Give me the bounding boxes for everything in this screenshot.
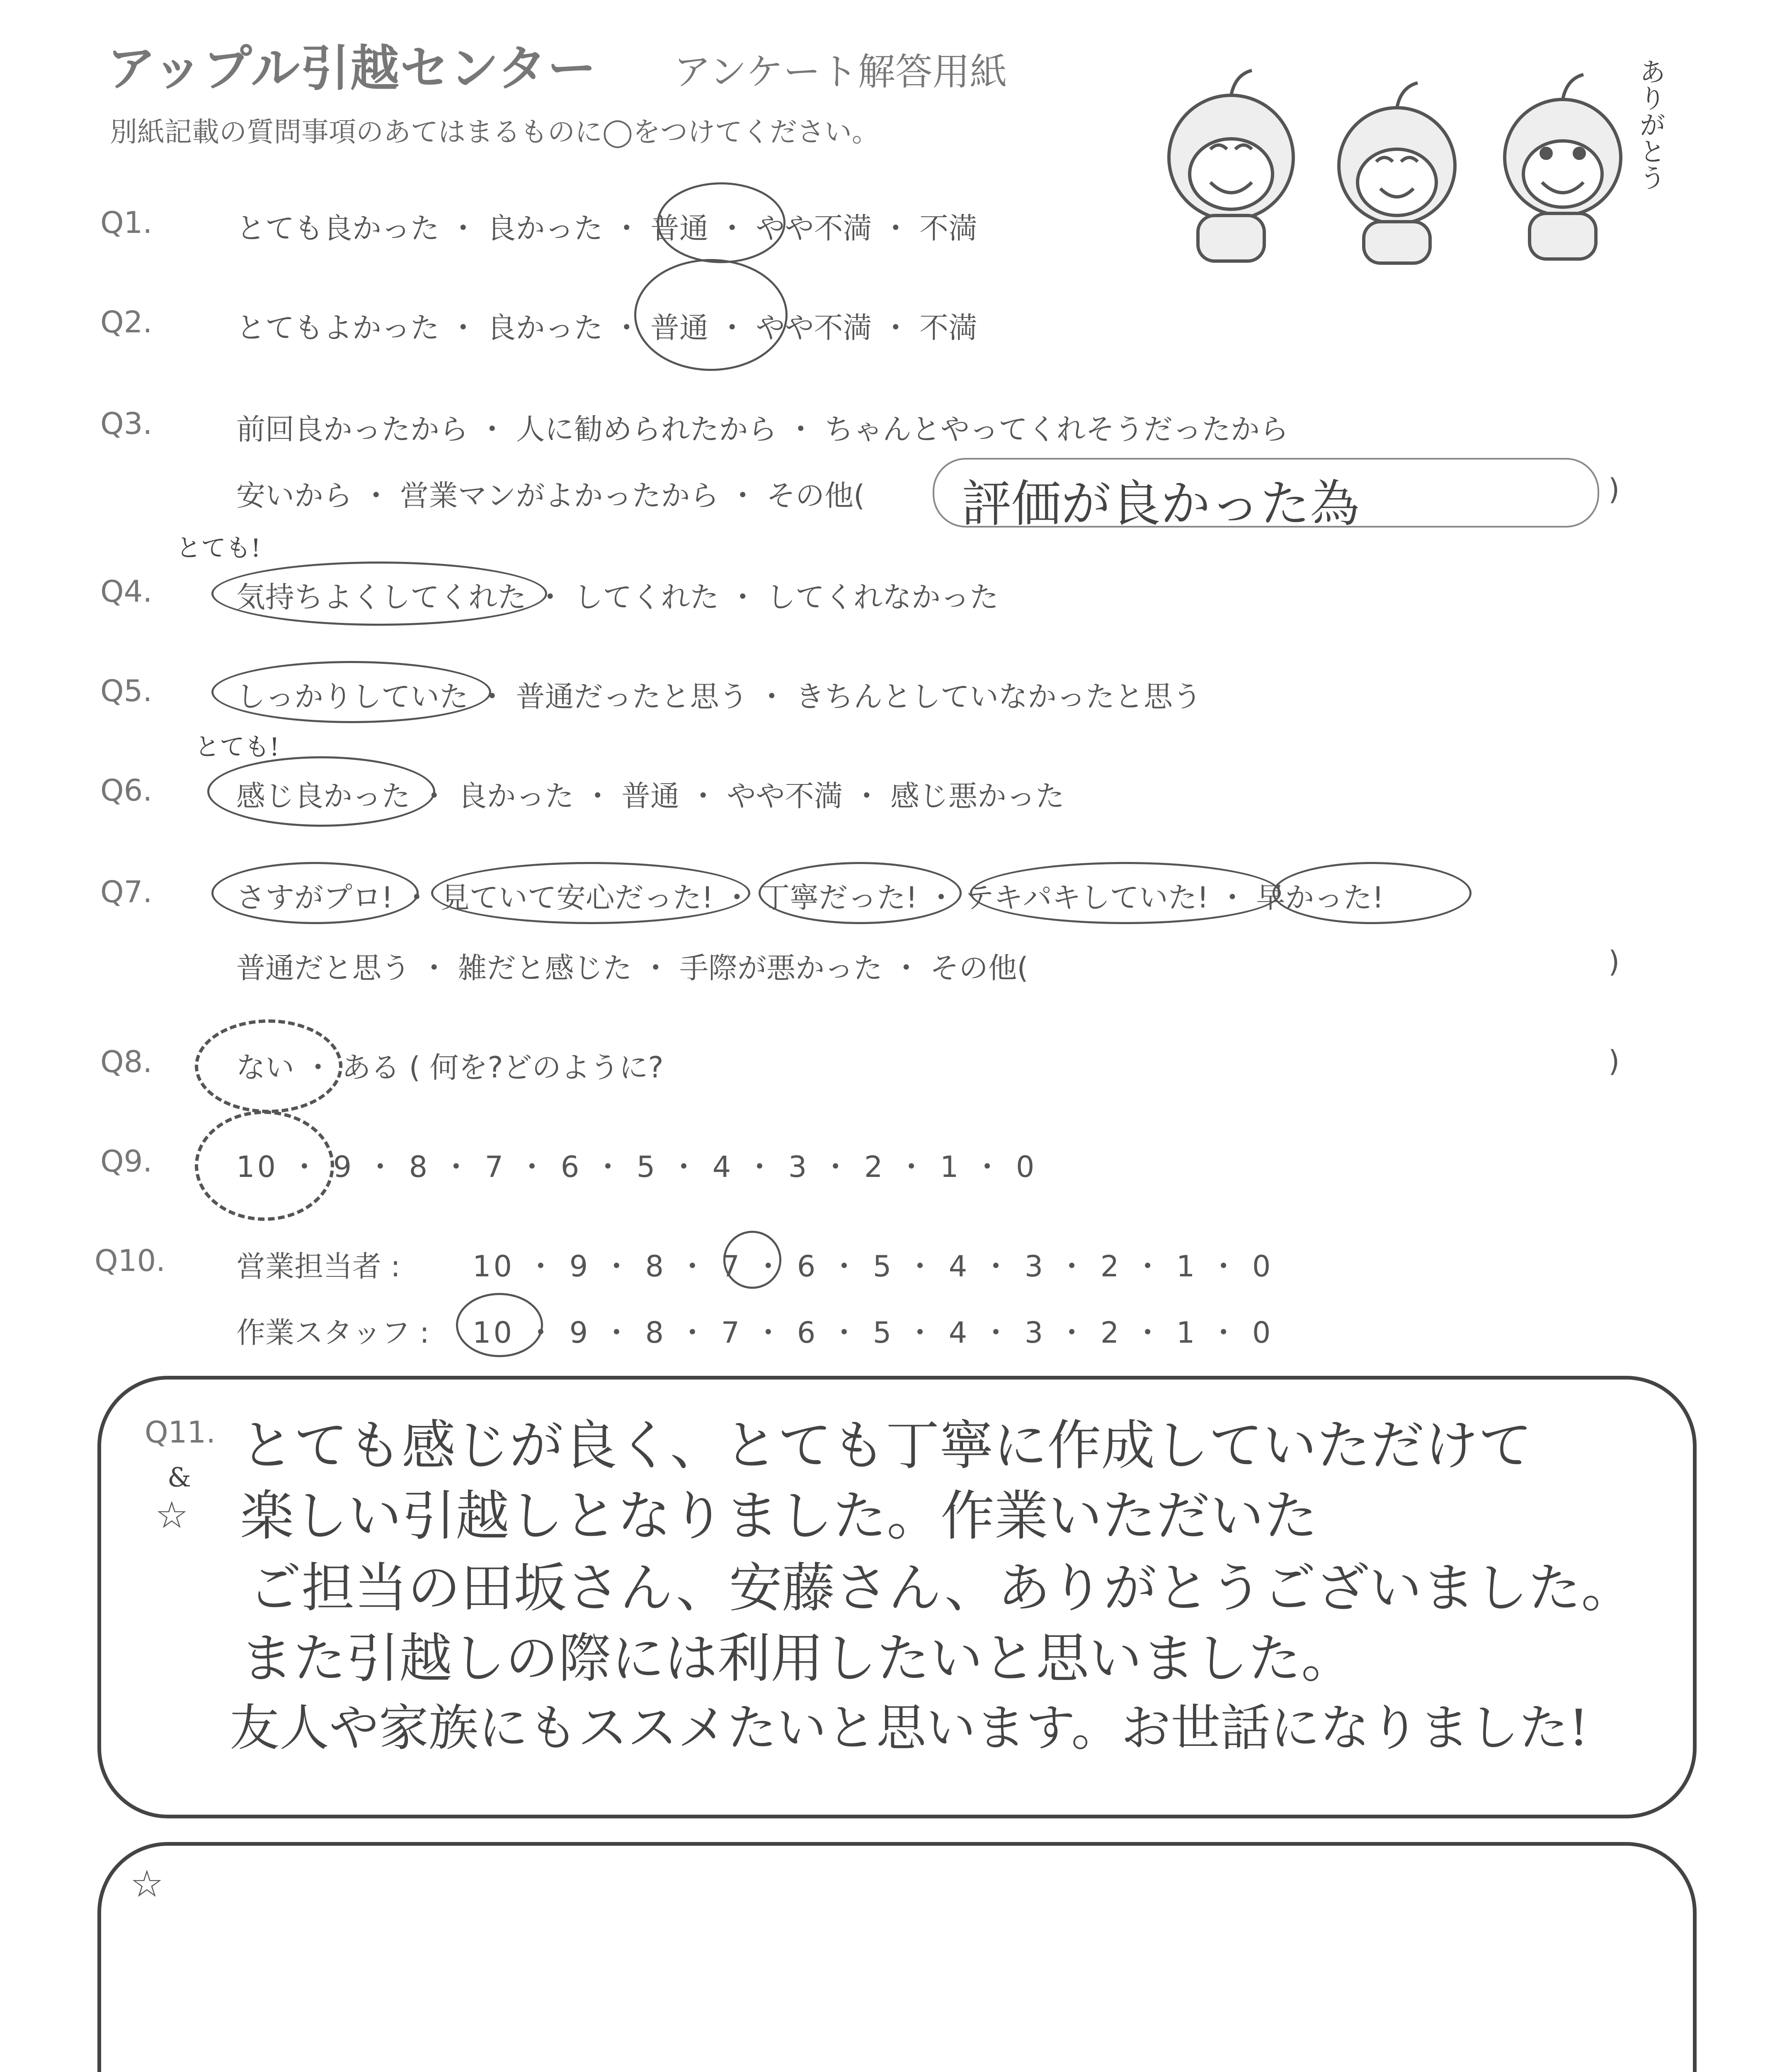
q1-answer-circle — [657, 182, 786, 263]
q5-number: Q5. — [100, 673, 153, 708]
q3-close-paren: ) — [1608, 472, 1620, 506]
q6-number: Q6. — [100, 773, 153, 808]
q3-answer-circle — [933, 458, 1599, 528]
q8-options: ない ・ ある ( 何を?どのように? — [236, 1051, 664, 1084]
q2-answer-circle — [634, 259, 788, 371]
q11-star-icon: ☆ — [155, 1493, 189, 1537]
form-subtitle: アンケート解答用紙 — [674, 50, 1007, 94]
form-title: アップル引越センター — [107, 40, 597, 97]
q7-answer-circle-5 — [1273, 862, 1472, 924]
q3-options-line1: 前回良かったから ・ 人に勧められたから ・ ちゃんとやってくれそうだったから — [236, 412, 1289, 446]
q9-scale: 10 ・ 9 ・ 8 ・ 7 ・ 6 ・ 5 ・ 4 ・ 3 ・ 2 ・ 1 ・ 0 — [236, 1150, 1037, 1184]
q10-sales-scale: 10 ・ 9 ・ 8 ・ 7 ・ 6 ・ 5 ・ 4 ・ 3 ・ 2 ・ 1 ・ 0 — [473, 1249, 1273, 1283]
q8-number: Q8. — [100, 1044, 153, 1079]
q7-close-paren: ) — [1608, 945, 1620, 979]
q10-staff-label: 作業スタッフ : — [236, 1316, 429, 1350]
q5-answer-circle — [211, 661, 491, 723]
q6-note: とても! — [195, 733, 280, 762]
mascot-illustration — [1148, 50, 1687, 265]
q10-staff-scale: 10 ・ 9 ・ 8 ・ 7 ・ 6 ・ 5 ・ 4 ・ 3 ・ 2 ・ 1 ・ 0 — [473, 1316, 1273, 1350]
q3-number: Q3. — [100, 406, 153, 441]
q11-line-1: とても感じが良く、とても丁寧に作成していただけて — [240, 1414, 1532, 1477]
q2-options: とてもよかった ・ 良かった ・ 普通 ・ やや不満 ・ 不満 — [236, 311, 978, 345]
q10-staff-answer-circle — [456, 1293, 543, 1357]
q10-sales-answer-circle — [723, 1231, 781, 1289]
q11-line-3: ご担当の田坂さん、安藤さん、ありがとうございました。 — [248, 1557, 1634, 1619]
q2-number: Q2. — [100, 305, 153, 339]
extra-box-star-icon: ☆ — [130, 1862, 164, 1906]
q5-options: しっかりしていた ・ 普通だったと思う ・ きちんとしていなかったと思う — [236, 680, 1202, 714]
q1-options: とても良かった ・ 良かった ・ 普通 ・ やや不満 ・ 不満 — [236, 211, 978, 245]
q6-answer-circle — [207, 756, 435, 827]
q3-options-line2: 安いから ・ 営業マンがよかったから ・ その他( — [236, 479, 865, 513]
q7-options-line2: 普通だと思う ・ 雑だと感じた ・ 手際が悪かった ・ その他( — [236, 951, 1028, 985]
q1-number: Q1. — [100, 205, 153, 240]
instruction-text: 別紙記載の質問事項のあてはまるものに◯をつけてください。 — [110, 116, 879, 148]
q11-line-5: 友人や家族にもススメたいと思います。お世話になりました! — [230, 1699, 1589, 1757]
q4-note: とても! — [176, 534, 261, 563]
q11-number: Q11. — [145, 1415, 216, 1450]
q4-answer-circle — [211, 562, 547, 626]
q9-answer-circle — [195, 1111, 334, 1221]
q7-options-line1: さすがプロ! ・ 見ていて安心だった! ・ 丁寧だった! ・ テキパキしていた! ・ 早かった! — [236, 881, 1384, 915]
q7-answer-circle-4 — [970, 862, 1281, 924]
q11-line-4: また引越しの際には利用したいと思いました。 — [240, 1628, 1355, 1690]
q10-number: Q10. — [95, 1243, 166, 1278]
q3-other-handwritten: 評価が良かった為 — [962, 475, 1360, 533]
mascot-3 — [1505, 75, 1621, 259]
extra-comment-box — [97, 1842, 1697, 2072]
q7-answer-circle-1 — [211, 862, 419, 924]
q11-comment-box — [97, 1376, 1697, 1818]
q6-options: 感じ良かった ・ 良かった ・ 普通 ・ やや不満 ・ 感じ悪かった — [236, 779, 1065, 813]
q11-line-2: 楽しい引越しとなりました。作業いただいた — [240, 1484, 1318, 1547]
mascot-thanks-text: ありがとう — [1635, 58, 1666, 191]
q4-number: Q4. — [100, 574, 153, 609]
q9-number: Q9. — [100, 1144, 153, 1179]
q7-answer-circle-2 — [431, 862, 750, 924]
q8-close-paren: ) — [1608, 1044, 1620, 1078]
q8-answer-circle — [195, 1019, 342, 1113]
mascot-1 — [1169, 70, 1293, 261]
mascot-2 — [1339, 83, 1455, 263]
q10-sales-label: 営業担当者 : — [236, 1249, 400, 1283]
q7-number: Q7. — [100, 874, 153, 909]
q4-options: 気持ちよくしてくれた ・ してくれた ・ してくれなかった — [236, 580, 999, 614]
q11-side-mark: & — [167, 1462, 191, 1493]
q7-answer-circle-3 — [759, 862, 962, 924]
